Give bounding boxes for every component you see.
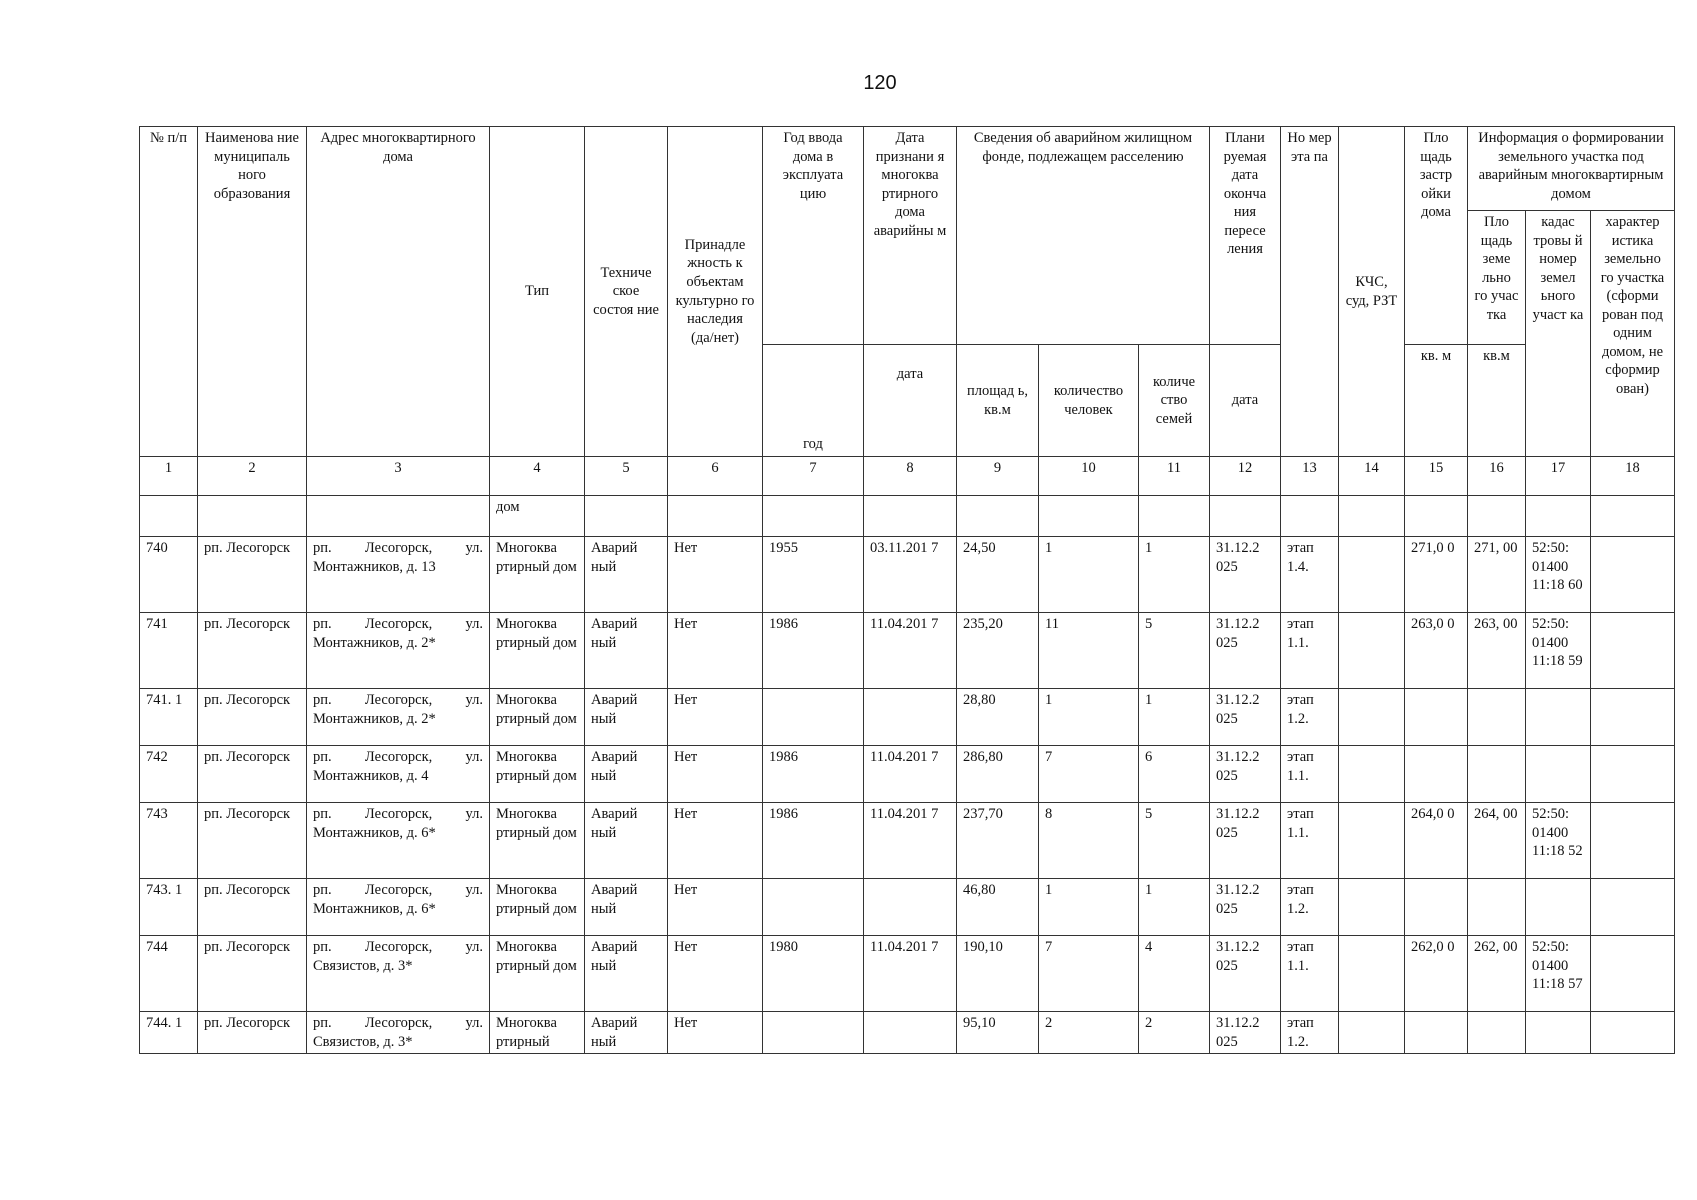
header-built-area: Пло щадь застр ойки дома <box>1405 127 1468 345</box>
table-row <box>140 689 1675 746</box>
cell-family-count: 1 <box>1139 689 1210 746</box>
cell-recognition-date: 11.04.201 7 <box>864 746 957 803</box>
cell-municipality: рп. Лесогорск <box>198 537 307 613</box>
cell-people-count: 11 <box>1039 613 1139 689</box>
cell-tech-state: Аварий ный <box>585 746 668 803</box>
header-recognition-date: Дата признани я многоква ртирного дома аварийны м <box>864 127 957 345</box>
cell-commission-year: 1986 <box>763 613 864 689</box>
cell-planned-end-date: 31.12.2 025 <box>1210 746 1281 803</box>
col-num: 15 <box>1405 457 1468 496</box>
cell-row-number: 742 <box>140 746 198 803</box>
cell-address: рп. Лесогорск, ул. Монтажников, д. 4 <box>307 746 490 803</box>
header-tech-state: Техниче ское состоя ние <box>585 127 668 457</box>
col-num: 10 <box>1039 457 1139 496</box>
cell-kchs <box>1339 879 1405 936</box>
col-num: 4 <box>490 457 585 496</box>
cell-land-characteristic <box>1591 936 1675 1012</box>
cell-family-count: 5 <box>1139 613 1210 689</box>
cell-recognition-date <box>864 1012 957 1054</box>
subheader-date: дата <box>864 345 957 457</box>
cell-address: рп. Лесогорск, ул. Связистов, д. 3* <box>307 936 490 1012</box>
cell-address: рп. Лесогорск, ул. Монтажников, д. 13 <box>307 537 490 613</box>
cell-land-area <box>1468 746 1526 803</box>
cell-row-number: 741 <box>140 613 198 689</box>
cell-area: 237,70 <box>957 803 1039 879</box>
cell-family-count: 1 <box>1139 879 1210 936</box>
cell-row-number: 740 <box>140 537 198 613</box>
cell-family-count: 2 <box>1139 1012 1210 1054</box>
cell-kchs <box>1339 537 1405 613</box>
cell-commission-year <box>763 1012 864 1054</box>
cell-house-type: Многоква ртирный дом <box>490 879 585 936</box>
cell-house-type: Многоква ртирный дом <box>490 746 585 803</box>
cell-commission-year: 1986 <box>763 803 864 879</box>
cell-heritage: Нет <box>668 689 763 746</box>
cell-row-number: 743 <box>140 803 198 879</box>
table-row <box>140 803 1675 879</box>
cell-built-area <box>1405 1012 1468 1054</box>
cell-people-count: 7 <box>1039 936 1139 1012</box>
table-row <box>140 537 1675 613</box>
cell-kchs <box>1339 613 1405 689</box>
header-type: Тип <box>490 127 585 457</box>
cell-land-characteristic <box>1591 689 1675 746</box>
subheader-built-area-unit: кв. м <box>1405 345 1468 457</box>
cell-land-area: 263, 00 <box>1468 613 1526 689</box>
col-num: 12 <box>1210 457 1281 496</box>
cell-planned-end-date: 31.12.2 025 <box>1210 803 1281 879</box>
cell-cadastral-number <box>1526 689 1591 746</box>
cell-built-area <box>1405 689 1468 746</box>
col-num: 6 <box>668 457 763 496</box>
cell-built-area: 262,0 0 <box>1405 936 1468 1012</box>
cell-municipality: рп. Лесогорск <box>198 1012 307 1054</box>
cell-cadastral-number <box>1526 879 1591 936</box>
cell-row-number: 744 <box>140 936 198 1012</box>
cell-commission-year: 1955 <box>763 537 864 613</box>
cell-planned-end-date: 31.12.2 025 <box>1210 689 1281 746</box>
cell-address: рп. Лесогорск, ул. Монтажников, д. 2* <box>307 689 490 746</box>
subheader-end-date: дата <box>1210 345 1281 457</box>
cell-heritage: Нет <box>668 1012 763 1054</box>
cell-municipality: рп. Лесогорск <box>198 689 307 746</box>
cell-family-count: 5 <box>1139 803 1210 879</box>
header-emergency-fund-group: Сведения об аварийном жилищном фонде, подлежащем расселению <box>957 127 1210 345</box>
col-num: 5 <box>585 457 668 496</box>
cell-area: 190,10 <box>957 936 1039 1012</box>
cell-heritage: Нет <box>668 613 763 689</box>
header-planned-end: Плани руемая дата оконча ния пересе ления <box>1210 127 1281 345</box>
cell-tech-state: Аварий ный <box>585 1012 668 1054</box>
header-stage: Но мер эта па <box>1281 127 1339 457</box>
cell-family-count: 4 <box>1139 936 1210 1012</box>
cell-heritage: Нет <box>668 746 763 803</box>
header-no: № п/п <box>140 127 198 457</box>
col-num: 17 <box>1526 457 1591 496</box>
cell-commission-year: 1986 <box>763 746 864 803</box>
cell-stage: этап 1.1. <box>1281 803 1339 879</box>
cell-municipality: рп. Лесогорск <box>198 803 307 879</box>
cell-built-area <box>1405 879 1468 936</box>
cell-tech-state: Аварий ный <box>585 936 668 1012</box>
subheader-people: количество человек <box>1039 345 1139 457</box>
cell-area: 24,50 <box>957 537 1039 613</box>
table-row <box>140 879 1675 936</box>
cell-kchs <box>1339 689 1405 746</box>
cell-recognition-date: 03.11.201 7 <box>864 537 957 613</box>
cell-stage: этап 1.4. <box>1281 537 1339 613</box>
cell-house-type: Многоква ртирный <box>490 1012 585 1054</box>
cell-planned-end-date: 31.12.2 025 <box>1210 936 1281 1012</box>
col-num: 18 <box>1591 457 1675 496</box>
cell-stage: этап 1.1. <box>1281 746 1339 803</box>
col-num: 16 <box>1468 457 1526 496</box>
header-heritage: Принадле жность к объектам культурно го наследия (да/нет) <box>668 127 763 457</box>
cell-stage: этап 1.1. <box>1281 613 1339 689</box>
cell-stage: этап 1.2. <box>1281 1012 1339 1054</box>
cell-heritage: Нет <box>668 879 763 936</box>
cell-land-characteristic <box>1591 537 1675 613</box>
cell-commission-year <box>763 689 864 746</box>
cell-tech-state: Аварий ный <box>585 803 668 879</box>
page-number: 120 <box>863 72 897 94</box>
cell-recognition-date <box>864 689 957 746</box>
continuation-row <box>140 496 1675 537</box>
col-num: 9 <box>957 457 1039 496</box>
cell-row-number: 741. 1 <box>140 689 198 746</box>
cell-area: 46,80 <box>957 879 1039 936</box>
cell-land-area <box>1468 1012 1526 1054</box>
cell-municipality: рп. Лесогорск <box>198 936 307 1012</box>
emergency-housing-table <box>139 126 1675 1054</box>
cell-people-count: 7 <box>1039 746 1139 803</box>
cell-commission-year <box>763 879 864 936</box>
cell-land-area: 264, 00 <box>1468 803 1526 879</box>
cell-area: 95,10 <box>957 1012 1039 1054</box>
cell-tech-state: Аварий ный <box>585 613 668 689</box>
cell-recognition-date: 11.04.201 7 <box>864 936 957 1012</box>
cell-heritage: Нет <box>668 936 763 1012</box>
cell-people-count: 2 <box>1039 1012 1139 1054</box>
header-municipality: Наименова ние муниципаль ного образования <box>198 127 307 457</box>
column-number-row <box>140 457 1675 496</box>
cell-built-area: 271,0 0 <box>1405 537 1468 613</box>
col-num: 13 <box>1281 457 1339 496</box>
continuation-text: дом <box>490 496 585 537</box>
col-num: 1 <box>140 457 198 496</box>
cell-area: 286,80 <box>957 746 1039 803</box>
header-year: Год ввода дома в эксплуата цию <box>763 127 864 345</box>
cell-cadastral-number <box>1526 746 1591 803</box>
cell-house-type: Многоква ртирный дом <box>490 936 585 1012</box>
cell-land-characteristic <box>1591 613 1675 689</box>
cell-land-area <box>1468 879 1526 936</box>
cell-stage: этап 1.1. <box>1281 936 1339 1012</box>
cell-family-count: 6 <box>1139 746 1210 803</box>
cell-family-count: 1 <box>1139 537 1210 613</box>
col-num: 11 <box>1139 457 1210 496</box>
cell-stage: этап 1.2. <box>1281 879 1339 936</box>
table-row <box>140 746 1675 803</box>
cell-built-area <box>1405 746 1468 803</box>
cell-built-area: 263,0 0 <box>1405 613 1468 689</box>
table-row <box>140 613 1675 689</box>
cell-land-characteristic <box>1591 746 1675 803</box>
cell-house-type: Многоква ртирный дом <box>490 537 585 613</box>
cell-recognition-date: 11.04.201 7 <box>864 803 957 879</box>
cell-planned-end-date: 31.12.2 025 <box>1210 537 1281 613</box>
cell-kchs <box>1339 1012 1405 1054</box>
subheader-land-area-unit: кв.м <box>1468 345 1526 457</box>
cell-planned-end-date: 31.12.2 025 <box>1210 1012 1281 1054</box>
header-cadastral: кадас тровы й номер земел ьного участ ка <box>1526 211 1591 457</box>
col-num: 14 <box>1339 457 1405 496</box>
subheader-year: год <box>763 345 864 457</box>
cell-kchs <box>1339 803 1405 879</box>
col-num: 2 <box>198 457 307 496</box>
cell-tech-state: Аварий ный <box>585 689 668 746</box>
cell-land-area: 271, 00 <box>1468 537 1526 613</box>
cell-cadastral-number: 52:50: 01400 11:18 59 <box>1526 613 1591 689</box>
cell-address: рп. Лесогорск, ул. Монтажников, д. 6* <box>307 879 490 936</box>
cell-area: 235,20 <box>957 613 1039 689</box>
cell-land-area <box>1468 689 1526 746</box>
cell-row-number: 743. 1 <box>140 879 198 936</box>
cell-address: рп. Лесогорск, ул. Монтажников, д. 6* <box>307 803 490 879</box>
cell-kchs <box>1339 746 1405 803</box>
cell-commission-year: 1980 <box>763 936 864 1012</box>
cell-people-count: 8 <box>1039 803 1139 879</box>
header-address: Адрес многоквартирного дома <box>307 127 490 457</box>
cell-house-type: Многоква ртирный дом <box>490 613 585 689</box>
subheader-families: количе ство семей <box>1139 345 1210 457</box>
cell-recognition-date <box>864 879 957 936</box>
cell-address: рп. Лесогорск, ул. Связистов, д. 3* <box>307 1012 490 1054</box>
cell-heritage: Нет <box>668 537 763 613</box>
cell-tech-state: Аварий ный <box>585 537 668 613</box>
cell-municipality: рп. Лесогорск <box>198 746 307 803</box>
subheader-area: площад ь, кв.м <box>957 345 1039 457</box>
cell-people-count: 1 <box>1039 879 1139 936</box>
cell-heritage: Нет <box>668 803 763 879</box>
cell-house-type: Многоква ртирный дом <box>490 803 585 879</box>
cell-planned-end-date: 31.12.2 025 <box>1210 879 1281 936</box>
cell-kchs <box>1339 936 1405 1012</box>
table-body <box>140 537 1675 1054</box>
cell-people-count: 1 <box>1039 537 1139 613</box>
header-kchs: КЧС, суд, РЗТ <box>1339 127 1405 457</box>
cell-municipality: рп. Лесогорск <box>198 879 307 936</box>
cell-land-characteristic <box>1591 803 1675 879</box>
cell-cadastral-number: 52:50: 01400 11:18 52 <box>1526 803 1591 879</box>
cell-area: 28,80 <box>957 689 1039 746</box>
col-num: 3 <box>307 457 490 496</box>
header-land-area: Пло щадь земе льно го учас тка <box>1468 211 1526 345</box>
cell-tech-state: Аварий ный <box>585 879 668 936</box>
cell-land-characteristic <box>1591 879 1675 936</box>
cell-stage: этап 1.2. <box>1281 689 1339 746</box>
col-num: 8 <box>864 457 957 496</box>
cell-built-area: 264,0 0 <box>1405 803 1468 879</box>
header-land-char: характер истика земельно го участка (сформи рован под одним домом, не сформир ован) <box>1591 211 1675 457</box>
cell-municipality: рп. Лесогорск <box>198 613 307 689</box>
cell-recognition-date: 11.04.201 7 <box>864 613 957 689</box>
table-row <box>140 936 1675 1012</box>
header-land-info-group: Информация о формировании земельного участка под аварийным многоквартирным домом <box>1468 127 1675 211</box>
table-row <box>140 1012 1675 1054</box>
cell-row-number: 744. 1 <box>140 1012 198 1054</box>
cell-land-area: 262, 00 <box>1468 936 1526 1012</box>
cell-land-characteristic <box>1591 1012 1675 1054</box>
cell-address: рп. Лесогорск, ул. Монтажников, д. 2* <box>307 613 490 689</box>
cell-planned-end-date: 31.12.2 025 <box>1210 613 1281 689</box>
col-num: 7 <box>763 457 864 496</box>
cell-cadastral-number: 52:50: 01400 11:18 57 <box>1526 936 1591 1012</box>
cell-people-count: 1 <box>1039 689 1139 746</box>
cell-house-type: Многоква ртирный дом <box>490 689 585 746</box>
cell-cadastral-number: 52:50: 01400 11:18 60 <box>1526 537 1591 613</box>
table-header <box>140 127 1675 537</box>
cell-cadastral-number <box>1526 1012 1591 1054</box>
